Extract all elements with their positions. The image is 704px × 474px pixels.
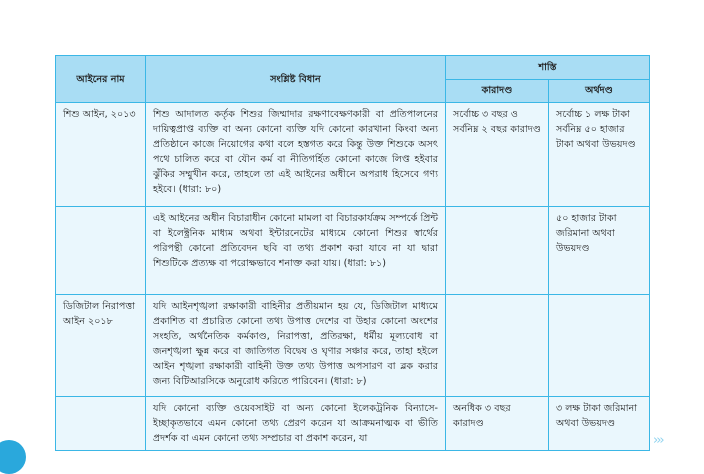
law-name-cell [56, 397, 146, 451]
imprisonment-cell: সর্বোচ্চ ৩ বছর ও সর্বনিম্ন ২ বছর কারাদণ্ড [446, 103, 549, 207]
provision-cell: শিশু আদালত কর্তৃক শিশুর জিম্মাদার রক্ষণাবেক্ষণকারী বা প্রতিপালনের দায়িত্বপ্রাপ্ত ব্যক্তি বা অন্য কোনো ব্যক্তি যদি কোনো কারখানা কিংবা অন্য প্রতিষ্ঠানে কাজে নিয়োগের কথা বলে হস্তগত করে কিন্তু উক্ত শিশুকে অসৎ পথে চালিত করে বা যৌন কর্ম বা নীতিগর্হিত কোনো কাজে লিপ্ত হইবার ঝুঁকির সম্মুখীন করে, তাহলে তা এই আইনের অধীনে অপরাধ হিসেবে গণ্য হইবে। (ধারা: ৮০) [146, 103, 446, 207]
table-row [56, 103, 650, 207]
imprisonment-cell: অনধিক ৩ বছর কারাদণ্ড [446, 397, 549, 451]
imprisonment-cell [446, 207, 549, 295]
header-law-name: আইনের নাম [56, 56, 146, 103]
page-number-badge [0, 440, 26, 474]
provision-cell: যদি আইনশৃঙ্খলা রক্ষাকারী বাহিনীর প্রতীয়মান হয় যে, ডিজিটাল মাধ্যমে প্রকাশিত বা প্রচারিত কোনো তথ্য উপাত্ত দেশের বা উহার কোনো অংশের সংহতি, অর্থনৈতিক কর্মকাণ্ড, নিরাপত্তা, প্রতিরক্ষা, ধর্মীয় মূল্যবোধ বা জনশৃঙ্খলা ক্ষুন্ন করে বা জাতিগত বিদ্বেষ ও ঘৃণার সঞ্চার করে, তাহা হইলে আইন শৃঙ্খলা রক্ষাকারী বাহিনী উক্ত তথ্য উপাত্ত অপসারণ বা ব্লক করার জন্য বিটিআরসিকে অনুরোধ করিতে পারিবেন। (ধারা: ৮) [146, 295, 446, 397]
fine-cell [549, 295, 650, 397]
table-row [56, 207, 650, 295]
imprisonment-cell [446, 295, 549, 397]
header-penalty: শাস্তি [446, 56, 650, 80]
fine-cell: ৫০ হাজার টাকা জরিমানা অথবা উভয়দণ্ড [549, 207, 650, 295]
fine-cell: সর্বোচ্চ ১ লক্ষ টাকা সর্বনিম্ন ৫০ হাজার টাকা অথবা উভয়দণ্ড [549, 103, 650, 207]
fine-cell: ৩ লক্ষ টাকা জরিমানা অথবা উভয়দণ্ড [549, 397, 650, 451]
header-provision: সংশ্লিষ্ট বিধান [146, 56, 446, 103]
provision-cell: যদি কোনো ব্যক্তি ওয়েবসাইট বা অন্য কোনো ইলেকট্রনিক বিন্যাসে- ইচ্ছাকৃতভাবে এমন কোনো তথ্য প্রেরণ করেন যা আক্রমনাত্মক বা ভীতি প্রদর্শক বা এমন কোনো তথ্য সম্প্রচার বা প্রকাশ করেন, যা [146, 397, 446, 451]
provision-cell: এই আইনের অধীন বিচারাধীন কোনো মামলা বা বিচারকার্যক্রম সম্পর্কে প্রিন্ট বা ইলেক্ট্রনিক মাধ্যম অথবা ইন্টারনেটের মাধ্যমে কোনো শিশুর স্বার্থের পরিপন্থী কোনো প্রতিবেদন ছবি বা তথ্য প্রকাশ করা যাবে না যা দ্বারা শিশুটিকে প্রত্যক্ষ বা পরোক্ষভাবে শনাক্ত করা যায়। (ধারা: ৮১) [146, 207, 446, 295]
table-row [56, 295, 650, 397]
law-table [55, 55, 650, 451]
header-fine: অর্থদণ্ড [549, 79, 650, 103]
law-name-cell: ডিজিটাল নিরাপত্তা আইন ২০১৮ [56, 295, 146, 397]
header-imprisonment: কারাদণ্ড [446, 79, 549, 103]
table-row [56, 397, 650, 451]
law-name-cell: শিশু আইন, ২০১৩ [56, 103, 146, 207]
next-page-arrows[interactable]: ››› [653, 433, 663, 448]
law-name-cell [56, 207, 146, 295]
